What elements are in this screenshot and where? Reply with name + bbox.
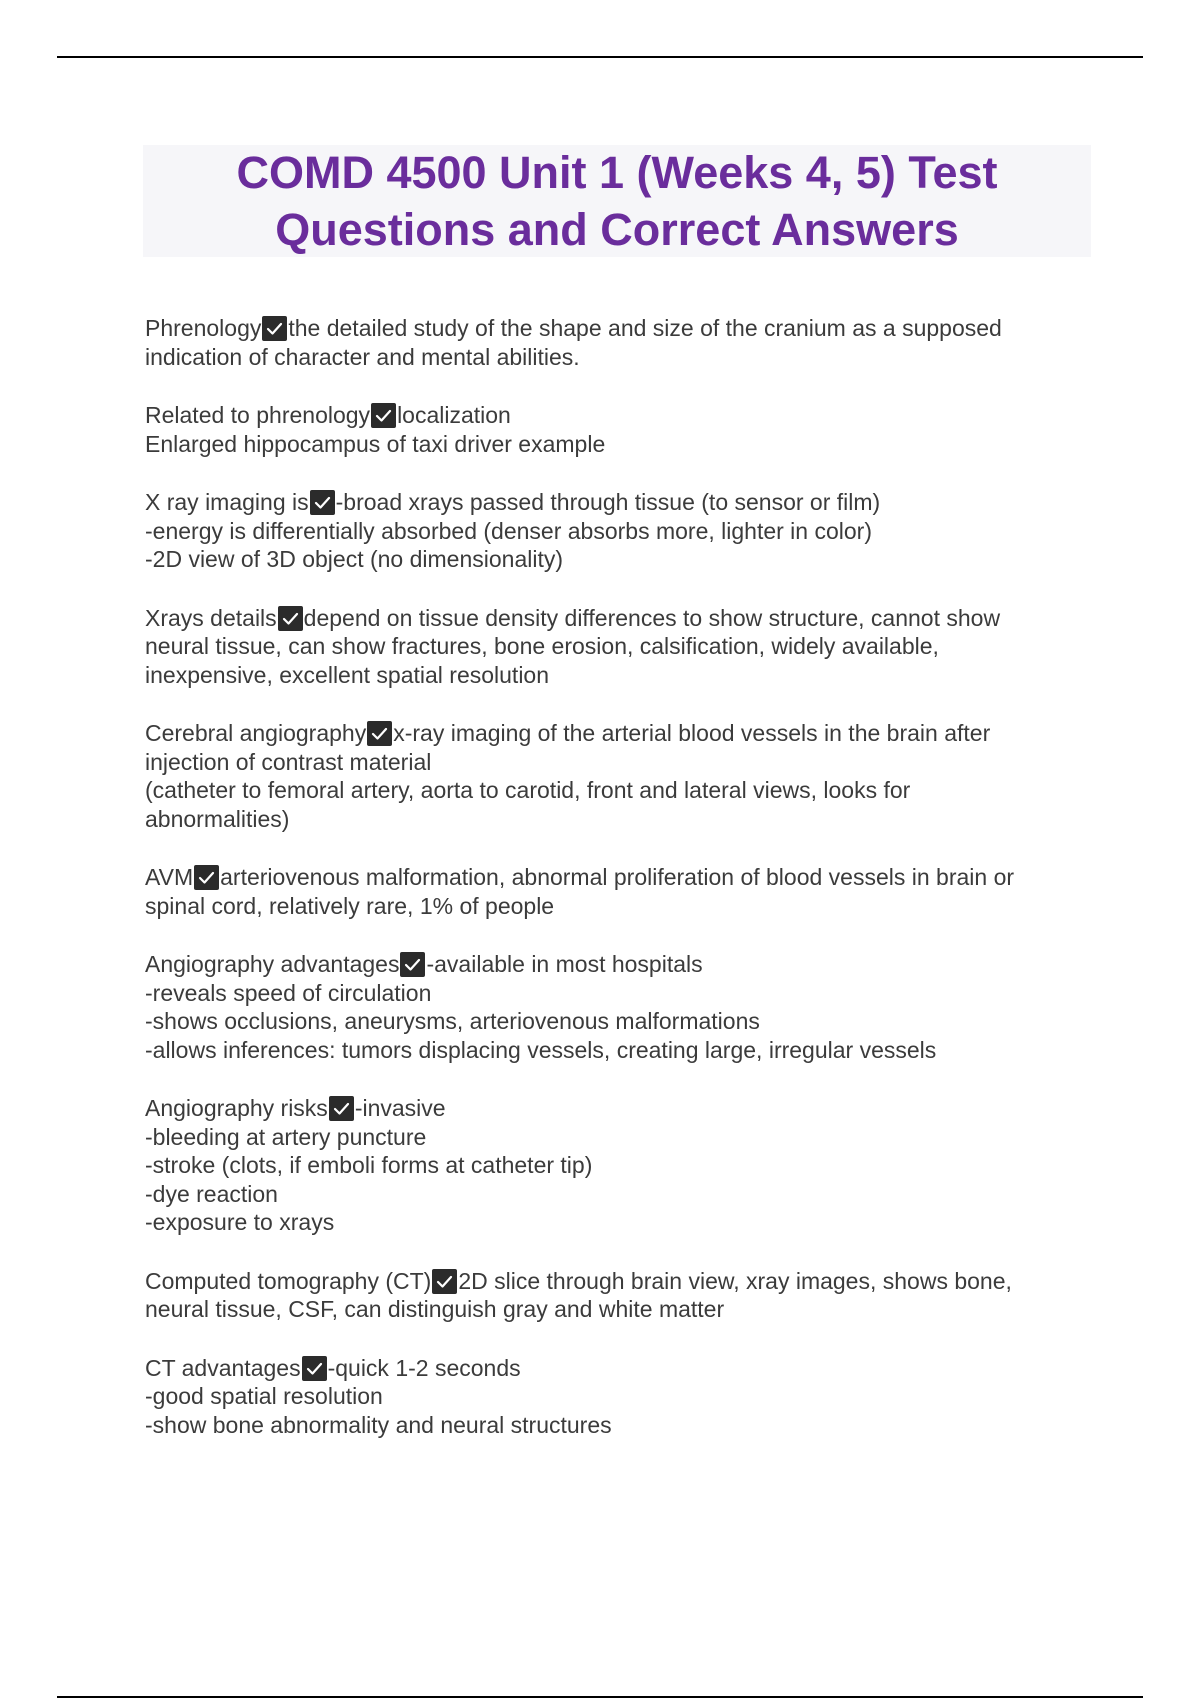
qa-item xyxy=(145,1267,1105,1324)
qa-answer-line: neural tissue, can show fractures, bone erosion, calsification, widely available, xyxy=(145,633,939,659)
qa-answer: 2D slice through brain view, xray images, shows bone, xyxy=(458,1267,1012,1294)
qa-answer-line: injection of contrast material xyxy=(145,748,432,775)
qa-list xyxy=(145,314,1105,1469)
checkmark-icon xyxy=(194,865,219,890)
qa-answer-line: neural tissue, CSF, can distinguish gray and white matter xyxy=(145,1296,725,1322)
qa-answer-line: (catheter to femoral artery, aorta to carotid, front and lateral views, looks for xyxy=(145,777,911,803)
qa-answer-line: -dye reaction xyxy=(145,1180,278,1207)
checkmark-icon xyxy=(371,403,396,428)
qa-answer-line: inexpensive, excellent spatial resolution xyxy=(145,661,550,688)
checkmark-icon xyxy=(302,1356,327,1381)
qa-answer: -quick 1-2 seconds xyxy=(327,1354,521,1381)
title-band xyxy=(143,145,1091,257)
qa-line xyxy=(145,604,1105,633)
qa-item xyxy=(145,314,1105,371)
qa-term: Cerebral angiography xyxy=(145,720,367,746)
qa-item xyxy=(145,863,1105,920)
checkmark-icon xyxy=(278,606,303,631)
qa-answer: -broad xrays passed through tissue (to sensor or film) xyxy=(335,489,881,515)
qa-answer-line: -exposure to xrays xyxy=(145,1209,335,1235)
qa-answer: -invasive xyxy=(354,1095,446,1121)
checkmark-icon xyxy=(432,1269,457,1294)
qa-answer: the detailed study of the shape and size of the cranium as a supposed xyxy=(288,315,1002,341)
qa-answer-line: -stroke (clots, if emboli forms at catheter tip) xyxy=(145,1152,593,1178)
qa-answer: localization xyxy=(397,402,511,428)
qa-term: Related to phrenology xyxy=(145,402,371,428)
checkmark-icon xyxy=(400,952,425,977)
qa-item xyxy=(145,488,1105,574)
qa-line xyxy=(145,488,1105,517)
qa-line xyxy=(145,719,1105,748)
qa-answer-line: -reveals speed of circulation xyxy=(145,979,432,1006)
qa-item xyxy=(145,401,1105,458)
qa-line xyxy=(145,314,1105,343)
qa-answer-line: -good spatial resolution xyxy=(145,1383,383,1409)
qa-item xyxy=(145,950,1105,1064)
qa-term: Xrays details xyxy=(145,604,277,631)
qa-term: AVM xyxy=(145,864,194,890)
qa-term: X ray imaging is xyxy=(145,489,309,515)
qa-line xyxy=(145,863,1105,892)
qa-term: Computed tomography (CT) xyxy=(145,1267,432,1294)
qa-line xyxy=(145,1094,1105,1123)
checkmark-icon xyxy=(367,721,392,746)
top-rule xyxy=(57,56,1143,58)
qa-item xyxy=(145,1094,1105,1237)
qa-term: Phrenology xyxy=(145,315,262,341)
qa-item xyxy=(145,719,1105,833)
checkmark-icon xyxy=(329,1096,354,1121)
qa-answer-line: spinal cord, relatively rare, 1% of people xyxy=(145,892,555,919)
qa-answer: -available in most hospitals xyxy=(426,951,703,977)
qa-answer-line: -energy is differentially absorbed (denser absorbs more, lighter in color) xyxy=(145,517,872,544)
qa-item xyxy=(145,1354,1105,1440)
qa-answer-line: -bleeding at artery puncture xyxy=(145,1123,427,1150)
qa-answer-line: -2D view of 3D object (no dimensionality) xyxy=(145,546,564,572)
qa-answer: x-ray imaging of the arterial blood vessels in the brain after xyxy=(393,720,991,746)
qa-term: Angiography advantages xyxy=(145,951,400,977)
qa-line xyxy=(145,1267,1105,1296)
qa-answer-line: -shows occlusions, aneurysms, arteriovenous malformations xyxy=(145,1008,760,1034)
qa-answer-line: -allows inferences: tumors displacing vessels, creating large, irregular vessels xyxy=(145,1036,937,1063)
qa-term: Angiography risks xyxy=(145,1095,328,1121)
qa-line xyxy=(145,1354,1105,1383)
checkmark-icon xyxy=(310,490,335,515)
bottom-rule xyxy=(57,1696,1143,1698)
checkmark-icon xyxy=(262,316,287,341)
qa-line xyxy=(145,950,1105,979)
document-title: COMD 4500 Unit 1 (Weeks 4, 5) Test Questions and Correct Answers xyxy=(236,147,998,255)
qa-line xyxy=(145,401,1105,430)
qa-answer-line: Enlarged hippocampus of taxi driver example xyxy=(145,430,606,457)
qa-answer: depend on tissue density differences to show structure, cannot show xyxy=(303,604,1001,631)
qa-answer: arteriovenous malformation, abnormal proliferation of blood vessels in brain or xyxy=(220,864,1015,890)
qa-answer-line: indication of character and mental abilities. xyxy=(145,343,580,370)
qa-answer-line: abnormalities) xyxy=(145,805,290,832)
qa-term: CT advantages xyxy=(145,1354,301,1381)
qa-answer-line: -show bone abnormality and neural structures xyxy=(145,1411,612,1438)
qa-item xyxy=(145,604,1105,690)
